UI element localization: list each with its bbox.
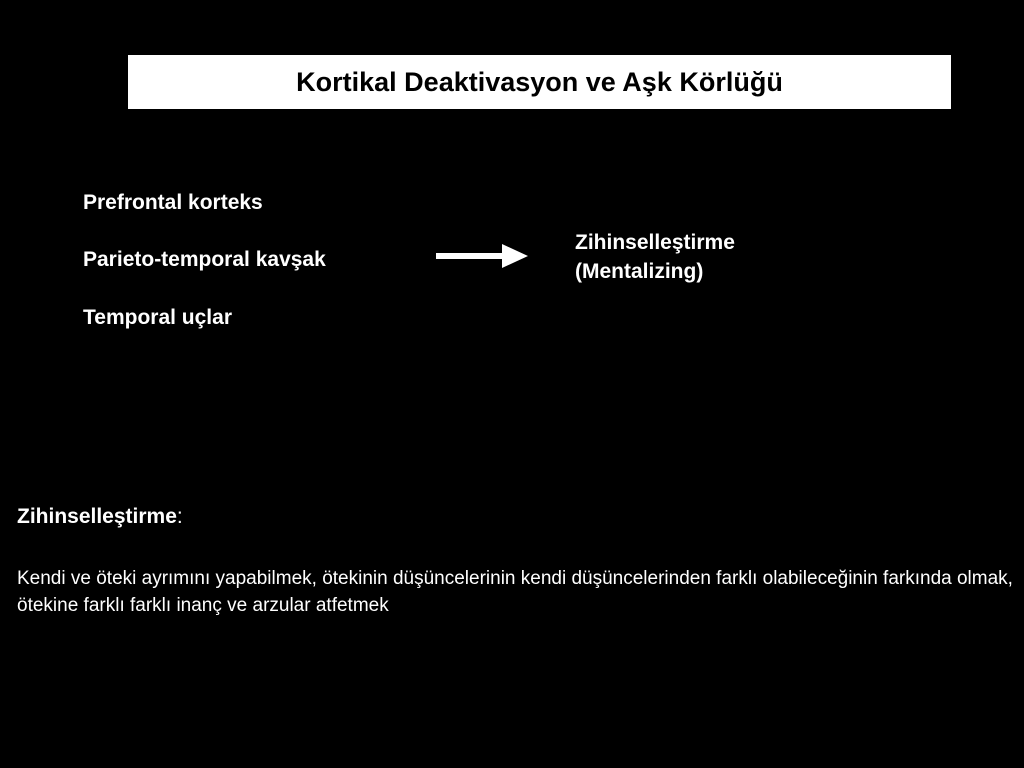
right-arrow-icon [436,242,528,272]
definition-colon: : [176,505,183,528]
definition-term: Zihinselleştirme [17,505,177,528]
mentalizing-result [575,228,735,286]
definition-text: Kendi ve öteki ayrımını yapabilmek, ötekinin düşüncelerinin kendi düşüncelerinden farklı olabileceğinin farkında olmak, ötekine farklı farklı inanç ve arzular atfetmek [17,568,1013,616]
result-line-1: Zihinselleştirme [575,231,735,254]
title-box [128,55,951,109]
region-prefrontal-cortex: Prefrontal korteks [83,191,263,214]
definition-heading [17,505,183,529]
result-line-2: (Mentalizing) [575,260,704,283]
region-temporal-poles: Temporal uçlar [83,306,232,329]
region-parieto-temporal-junction: Parieto-temporal kavşak [83,248,326,271]
slide-title: Kortikal Deaktivasyon ve Aşk Körlüğü [296,66,783,97]
